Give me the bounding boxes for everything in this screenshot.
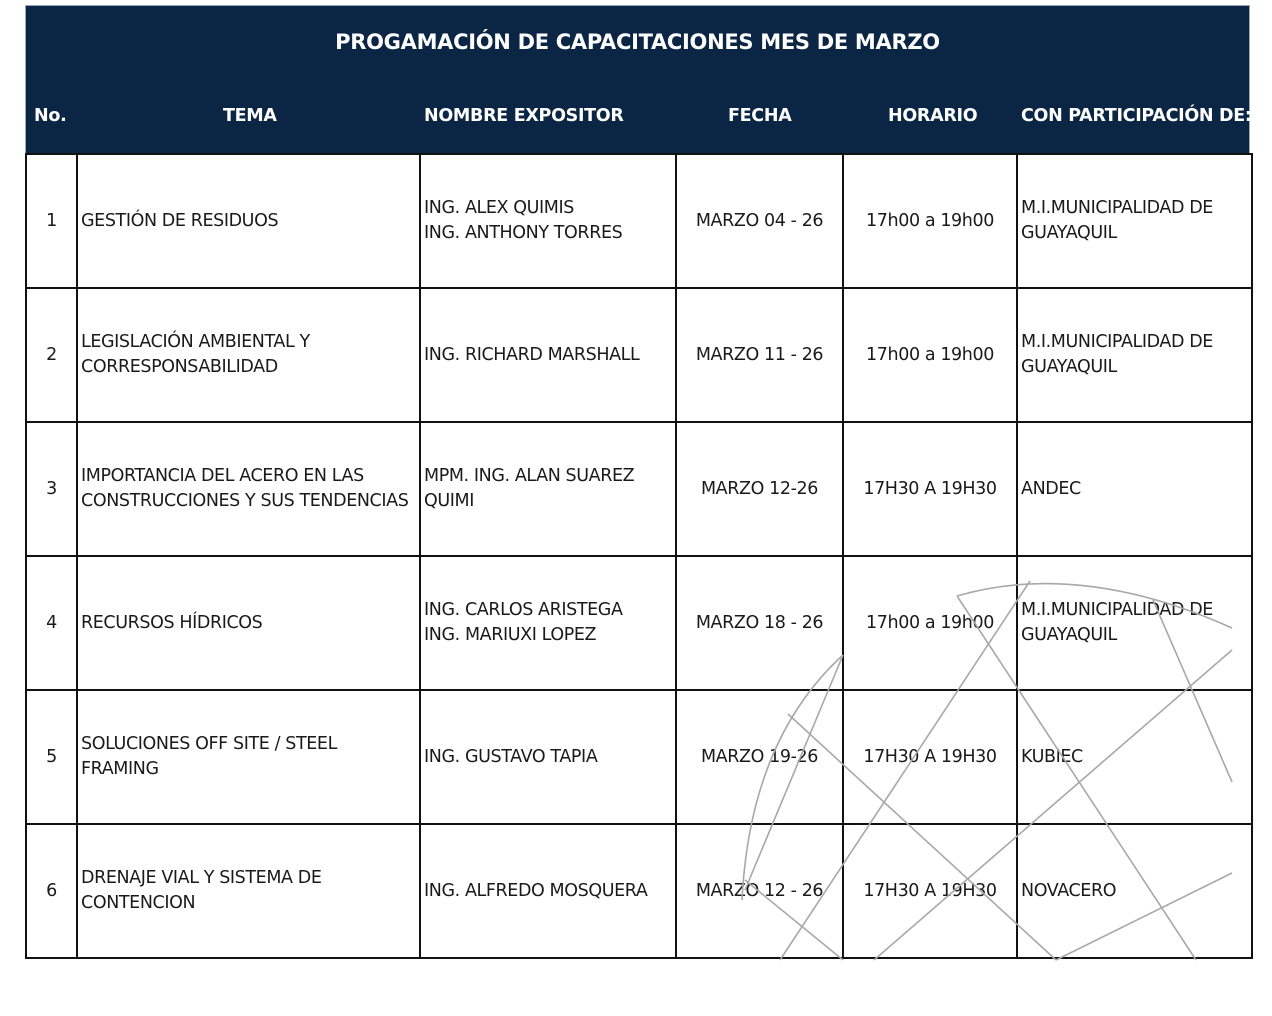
expositor-line: ING. ANTHONY TORRES [424, 223, 623, 243]
cell-fecha: MARZO 12-26 [676, 422, 843, 556]
tema-line: DRENAJE VIAL Y SISTEMA DE [81, 868, 322, 888]
cell-horario: 17H30 A 19H30 [843, 690, 1017, 824]
tema-line: GESTIÓN DE RESIDUOS [81, 210, 279, 231]
expositor-line: ING. ALFREDO MOSQUERA [424, 880, 648, 901]
cell-no: 1 [26, 154, 77, 288]
table-header [25, 5, 1250, 153]
expositor-line: ING. RICHARD MARSHALL [424, 344, 640, 365]
expositor-line: MPM. ING. ALAN SUAREZ [424, 466, 635, 486]
cell-fecha: MARZO 11 - 26 [676, 288, 843, 422]
cell-expositor [420, 556, 676, 690]
cell-tema [77, 690, 420, 824]
tema-line: IMPORTANCIA DEL ACERO EN LAS [81, 466, 364, 486]
cell-no: 4 [26, 556, 77, 690]
cell-participacion [1017, 690, 1252, 824]
participacion-line: M.I.MUNICIPALIDAD DE [1021, 600, 1213, 620]
table-row [26, 422, 1252, 556]
cell-tema [77, 422, 420, 556]
table-row [26, 556, 1252, 690]
cell-participacion [1017, 824, 1252, 958]
cell-participacion [1017, 154, 1252, 288]
cell-fecha: MARZO 04 - 26 [676, 154, 843, 288]
column-header-expositor: NOMBRE EXPOSITOR [424, 106, 624, 126]
participacion-line: NOVACERO [1021, 880, 1117, 901]
cell-no: 6 [26, 824, 77, 958]
tema-line: FRAMING [81, 759, 159, 779]
cell-no: 3 [26, 422, 77, 556]
expositor-line: ING. ALEX QUIMIS [424, 198, 574, 218]
tema-line: CONSTRUCCIONES Y SUS TENDENCIAS [81, 491, 409, 511]
tema-line: RECURSOS HÍDRICOS [81, 612, 263, 633]
cell-expositor [420, 422, 676, 556]
cell-fecha: MARZO 12 - 26 [676, 824, 843, 958]
schedule-table [25, 153, 1253, 959]
cell-horario: 17H30 A 19H30 [843, 824, 1017, 958]
tema-line: CORRESPONSABILIDAD [81, 357, 278, 377]
column-header-fecha: FECHA [728, 106, 792, 126]
table-row [26, 288, 1252, 422]
table-row [26, 154, 1252, 288]
cell-tema [77, 556, 420, 690]
participacion-line: M.I.MUNICIPALIDAD DE [1021, 198, 1213, 218]
column-header-horario: HORARIO [888, 106, 978, 126]
expositor-line: ING. GUSTAVO TAPIA [424, 746, 598, 767]
tema-line: CONTENCION [81, 893, 196, 913]
expositor-line: QUIMI [424, 491, 475, 511]
tema-line: LEGISLACIÓN AMBIENTAL Y [81, 332, 310, 352]
column-header-tema: TEMA [223, 106, 277, 126]
cell-expositor [420, 824, 676, 958]
table-row [26, 690, 1252, 824]
cell-tema [77, 154, 420, 288]
cell-horario: 17h00 a 19h00 [843, 556, 1017, 690]
cell-fecha: MARZO 19-26 [676, 690, 843, 824]
participacion-line: GUAYAQUIL [1021, 223, 1117, 243]
cell-tema [77, 288, 420, 422]
cell-expositor [420, 154, 676, 288]
tema-line: SOLUCIONES OFF SITE / STEEL [81, 734, 337, 754]
cell-participacion [1017, 288, 1252, 422]
expositor-line: ING. MARIUXI LOPEZ [424, 625, 597, 645]
cell-participacion [1017, 556, 1252, 690]
participacion-line: M.I.MUNICIPALIDAD DE [1021, 332, 1213, 352]
participacion-line: GUAYAQUIL [1021, 357, 1117, 377]
column-header-participacion: CON PARTICIPACIÓN DE: [1021, 106, 1252, 126]
page-title: PROGAMACIÓN DE CAPACITACIONES MES DE MARZO [335, 30, 940, 54]
cell-no: 2 [26, 288, 77, 422]
column-headers [26, 106, 1252, 132]
cell-horario: 17H30 A 19H30 [843, 422, 1017, 556]
cell-expositor [420, 690, 676, 824]
cell-horario: 17h00 a 19h00 [843, 288, 1017, 422]
participacion-line: ANDEC [1021, 478, 1081, 499]
cell-expositor [420, 288, 676, 422]
cell-tema [77, 824, 420, 958]
cell-participacion [1017, 422, 1252, 556]
cell-no: 5 [26, 690, 77, 824]
cell-fecha: MARZO 18 - 26 [676, 556, 843, 690]
column-header-no: No. [34, 106, 67, 126]
expositor-line: ING. CARLOS ARISTEGA [424, 600, 623, 620]
cell-horario: 17h00 a 19h00 [843, 154, 1017, 288]
table-row [26, 824, 1252, 958]
participacion-line: GUAYAQUIL [1021, 625, 1117, 645]
training-schedule-document [25, 5, 1250, 959]
participacion-line: KUBIEC [1021, 746, 1083, 767]
